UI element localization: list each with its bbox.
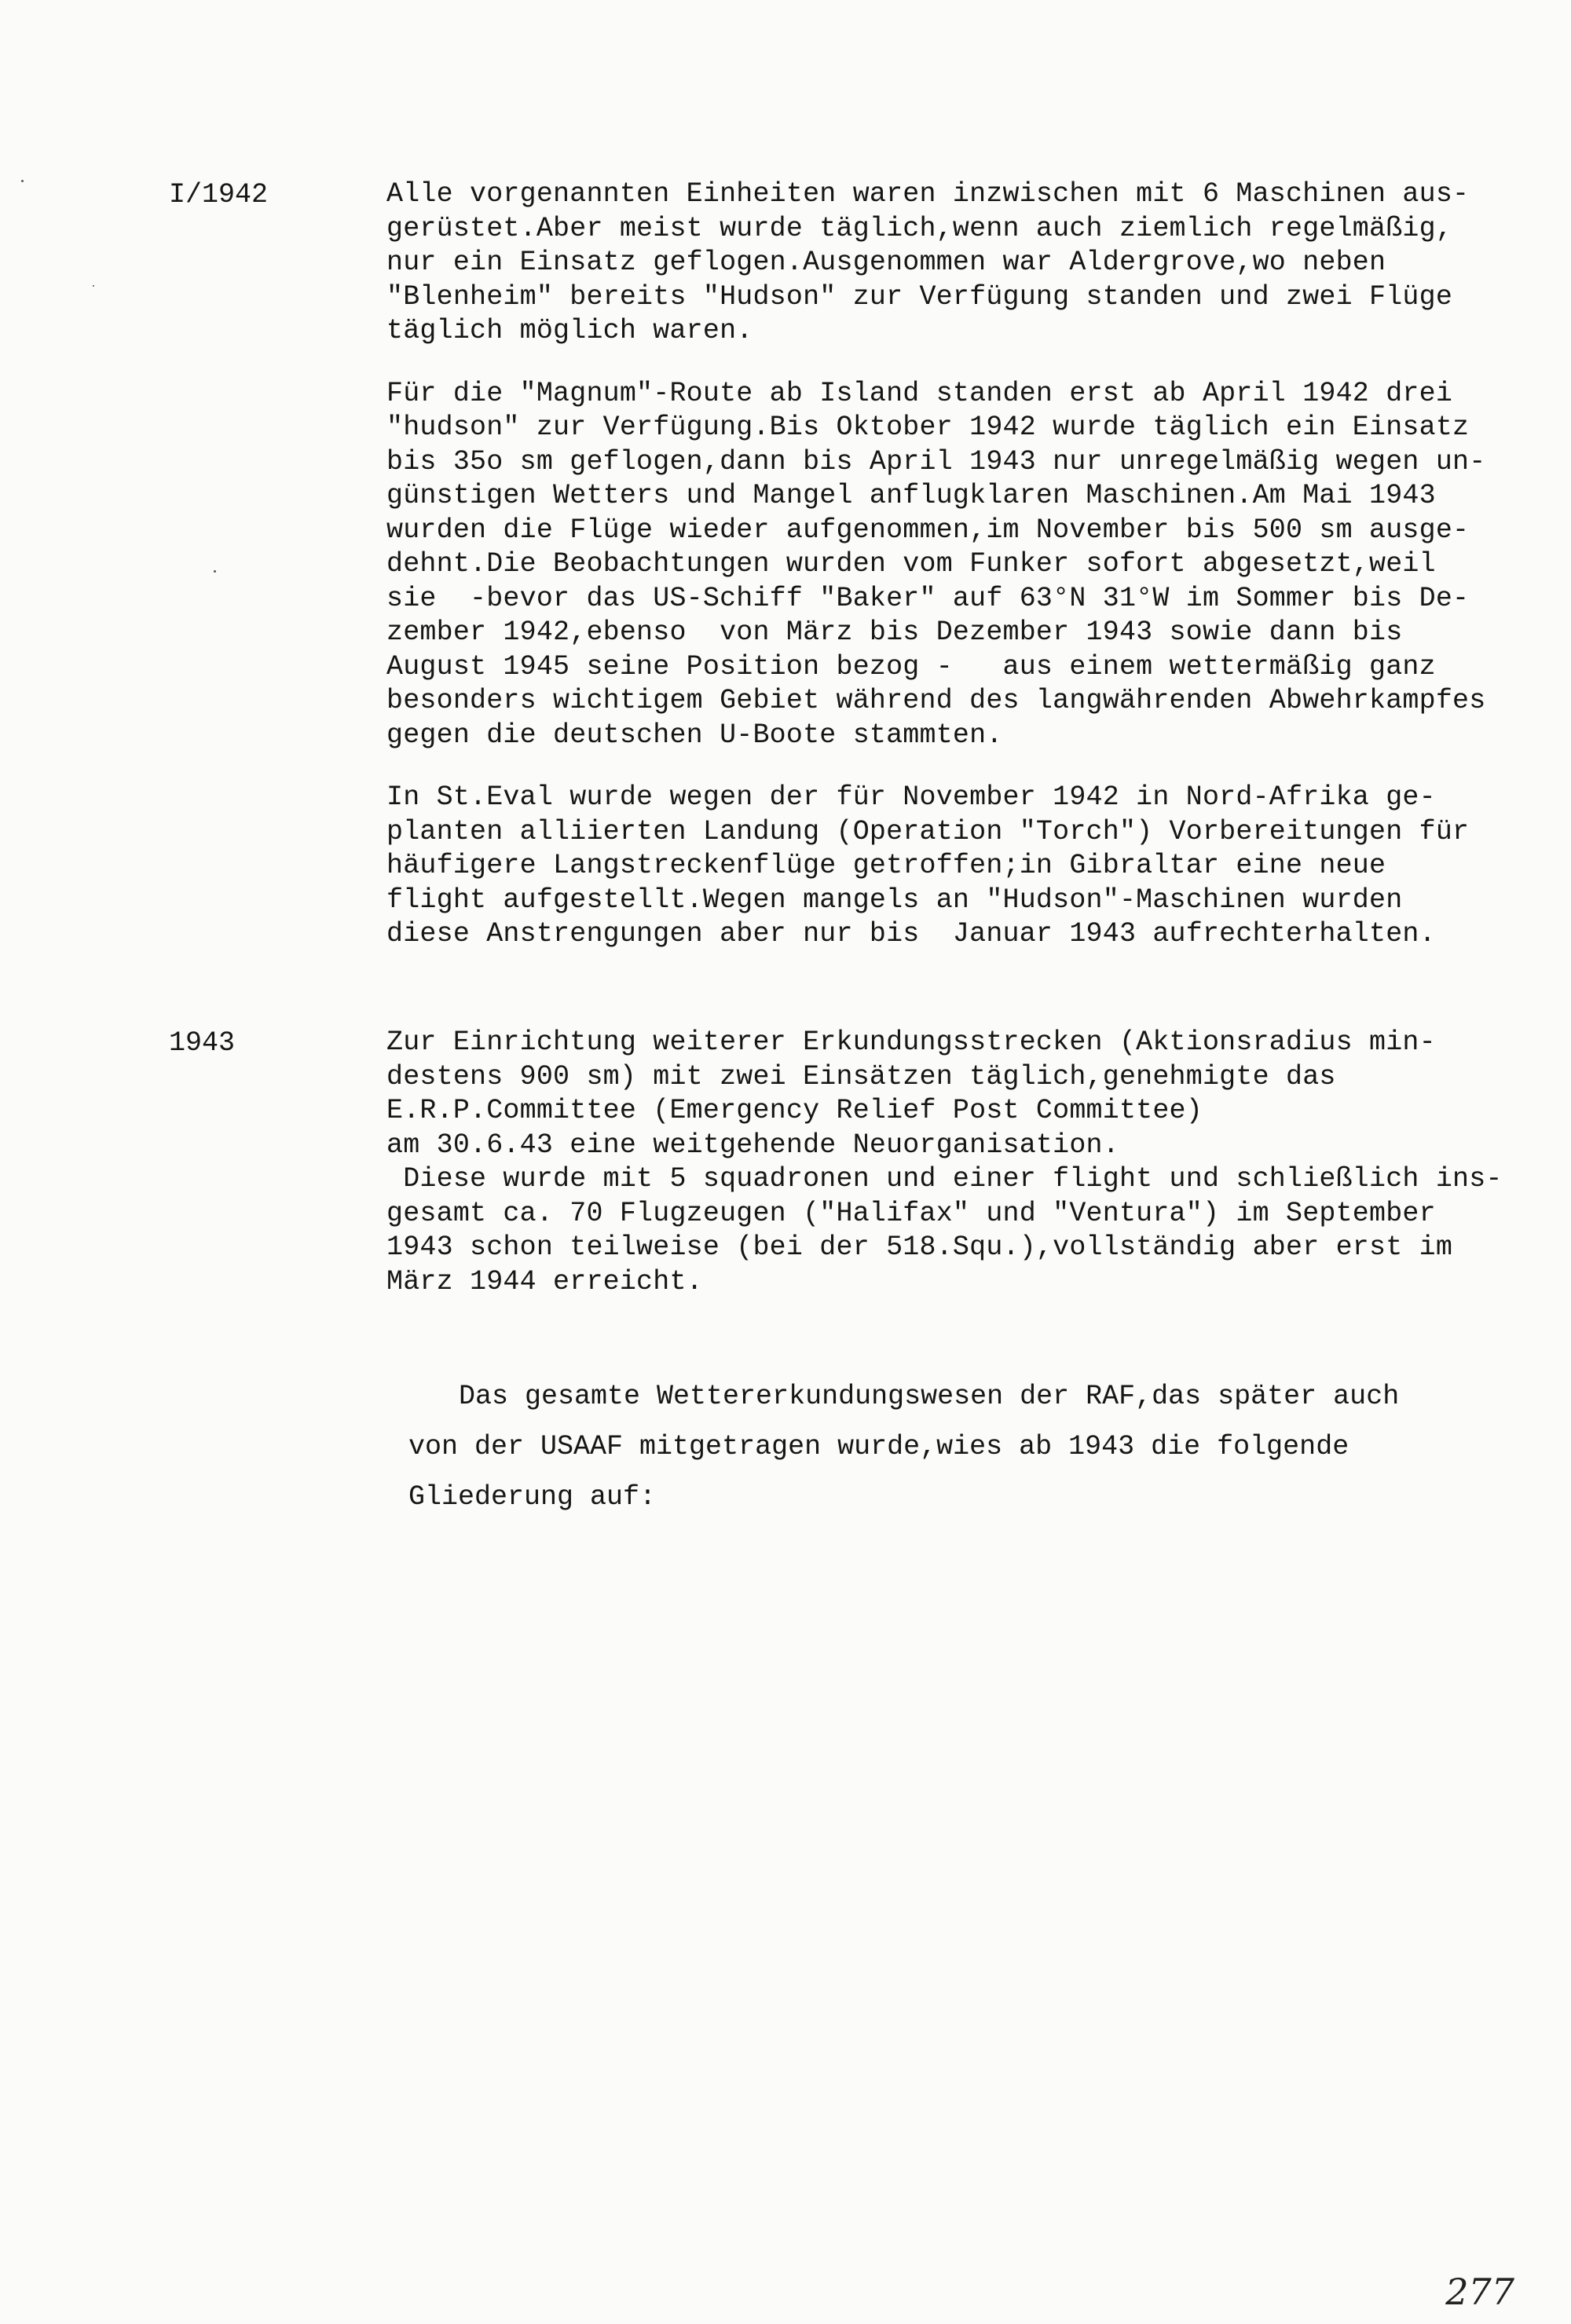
paragraph-line: diese Anstrengungen aber nur bis Januar 1943 aufrechterhalten. — [386, 918, 1436, 950]
paragraph-line: günstigen Wetters und Mangel anflugklaren Maschinen.Am Mai 1943 — [386, 480, 1436, 511]
paragraph-line: sie -bevor das US-Schiff "Baker" auf 63°N 31°W im Sommer bis De- — [386, 582, 1470, 614]
paragraph-line: dehnt.Die Beobachtungen wurden vom Funker sofort abgesetzt,weil — [386, 548, 1436, 580]
paragraph-line: häufigere Langstreckenflüge getroffen;in Gibraltar eine neue — [386, 850, 1386, 881]
closing-line: Das gesamte Wettererkundungswesen der RAF,das später auch — [459, 1381, 1400, 1412]
page-number: 277 — [1445, 2271, 1514, 2313]
paragraph-line: August 1945 seine Position bezog - aus einem wettermäßig ganz — [386, 650, 1436, 683]
paragraph-line: 1943 schon teilweise (bei der 518.Squ.),vollständig aber erst im — [386, 1232, 1453, 1263]
paragraph-line: flight aufgestellt.Wegen mangels an "Hudson"-Maschinen wurden — [386, 884, 1403, 916]
paragraph-line: Diese wurde mit 5 squadronen und einer flight und schließlich ins- — [386, 1163, 1503, 1195]
paragraph-line: gesamt ca. 70 Flugzeugen ("Halifax" und "Ventura") im September — [386, 1197, 1436, 1229]
paragraph-line: bis 35o sm geflogen,dann bis April 1943 nur unregelmäßig wegen un- — [386, 445, 1486, 478]
section-body-1942-i — [386, 178, 1565, 952]
paragraph-line: Für die "Magnum"-Route ab Island standen erst ab April 1942 drei — [386, 377, 1453, 409]
paragraph-line: wurden die Flüge wieder aufgenommen,im November bis 500 sm ausge- — [386, 514, 1470, 546]
paragraph-line: gegen die deutschen U-Boote stammten. — [386, 719, 1003, 751]
paragraph-line: am 30.6.43 eine weitgehende Neuorganisation. — [386, 1129, 1119, 1161]
paragraph-line: "Blenheim" bereits "Hudson" zur Verfügung standen und zwei Flüge — [386, 280, 1453, 313]
paragraph-line: destens 900 sm) mit zwei Einsätzen täglich,genehmigte das — [386, 1060, 1336, 1092]
scan-speck — [21, 180, 24, 182]
paragraph-spacer — [386, 752, 1565, 781]
scan-speck — [214, 570, 216, 573]
paragraph-line: März 1944 erreicht. — [386, 1265, 703, 1297]
paragraph-line: In St.Eval wurde wegen der für November 1942 in Nord-Afrika ge- — [386, 781, 1436, 813]
paragraph-line: zember 1942,ebenso von März bis Dezember 1943 sowie dann bis — [386, 617, 1403, 648]
paragraph-spacer — [386, 349, 1565, 377]
closing-paragraph — [386, 1371, 1565, 1522]
paragraph-line: Alle vorgenannten Einheiten waren inzwischen mit 6 Maschinen aus- — [386, 178, 1470, 210]
paragraph-line: nur ein Einsatz geflogen.Ausgenommen war Aldergrove,wo neben — [386, 247, 1386, 278]
closing-line: Gliederung auf: — [408, 1481, 657, 1513]
paragraph-line: gerüstet.Aber meist wurde täglich,wenn auch ziemlich regelmäßig, — [386, 212, 1453, 244]
section-body-1943 — [386, 1026, 1565, 1299]
closing-line: von der USAAF mitgetragen wurde,wies ab 1943 die folgende — [408, 1431, 1349, 1462]
section-label-1943: 1943 — [169, 1027, 236, 1059]
paragraph-line: "hudson" zur Verfügung.Bis Oktober 1942 wurde täglich ein Einsatz — [386, 412, 1470, 443]
paragraph-line: E.R.P.Committee (Emergency Relief Post Committee) — [386, 1095, 1203, 1126]
scan-speck — [93, 285, 94, 287]
paragraph-line: Zur Einrichtung weiterer Erkundungsstrecken (Aktionsradius min- — [386, 1027, 1436, 1058]
paragraph-line: täglich möglich waren. — [386, 315, 753, 346]
paragraph-line: besonders wichtigem Gebiet während des langwährenden Abwehrkampfes — [386, 685, 1486, 716]
paragraph-line: planten alliierten Landung (Operation "Torch") Vorbereitungen für — [386, 815, 1470, 847]
section-label-1942-i: I/1942 — [169, 179, 269, 210]
